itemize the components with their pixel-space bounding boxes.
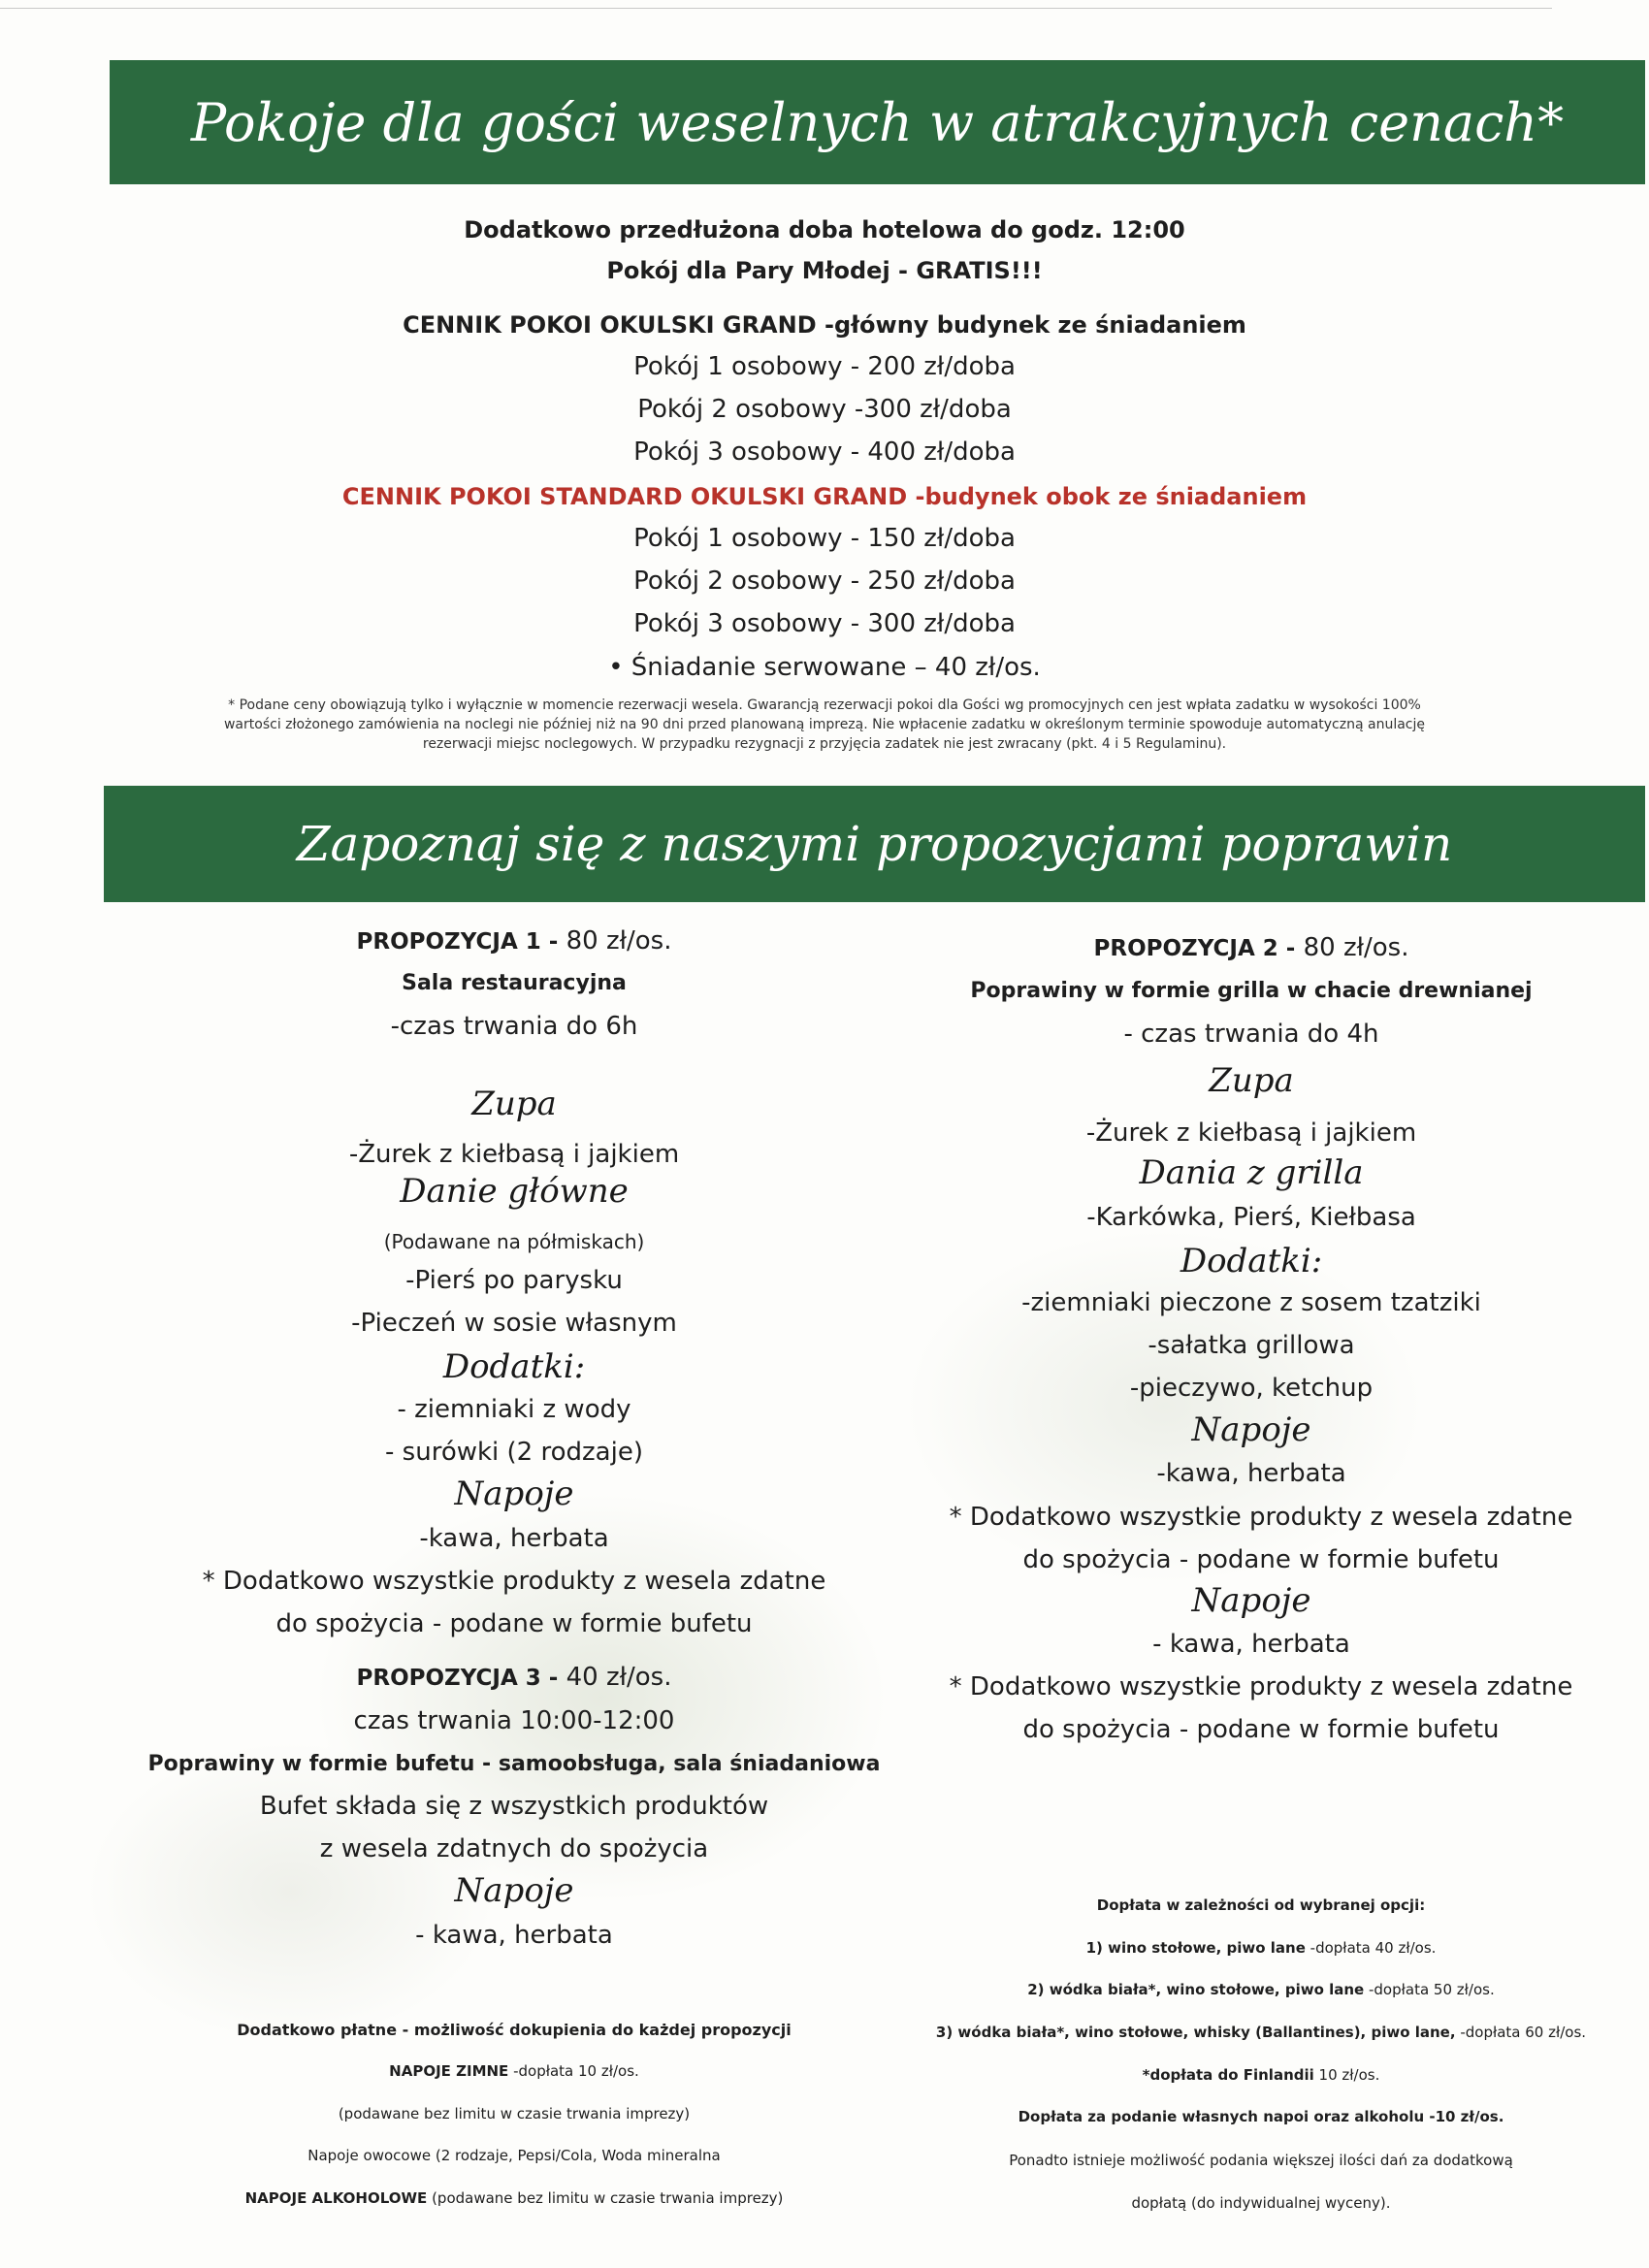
rooms-banner-title: Pokoje dla gości weselnych w atrakcyjnych cenach* <box>190 91 1565 153</box>
proposal-1-main-2: -Pieczeń w sosie własnym <box>351 1309 677 1338</box>
cold-drinks-label: NAPOJE ZIMNE <box>389 2062 509 2080</box>
proposal-3-price: 40 zł/os. <box>558 1663 672 1692</box>
more-dishes-line-1: Ponadto istnieje możliwość podania większej ilości dań za dodatkową <box>1009 2152 1513 2169</box>
cold-drinks-line <box>175 2062 854 2080</box>
proposal-1-side-1: - ziemniaki z wody <box>397 1395 631 1424</box>
proposal-2-title <box>941 933 1562 962</box>
after-party-banner-title: Zapoznaj się z naszymi propozycjami poprawin <box>296 816 1453 872</box>
proposal-3-venue: Poprawiny w formie bufetu - samoobsługa, sala śniadaniowa <box>147 1752 881 1776</box>
option-3 <box>912 2024 1610 2041</box>
proposal-2-drinks-heading: Napoje <box>1191 1410 1311 1449</box>
footnote-line-2: wartości złożonego zamówienia na noclegi nie później niż na 90 dni przed planowaną imprezą. Nie wpłacenie zadatku w określonym terminie spowoduje automatyczną anulację <box>223 717 1425 732</box>
finlandia-label: *dopłata do Finlandii <box>1142 2066 1314 2084</box>
couple-room-line: Pokój dla Pary Młodej - GRATIS!!! <box>606 257 1043 284</box>
breakfast-price: • Śniadanie serwowane – 40 zł/os. <box>608 653 1041 682</box>
proposal-2-grill: -Karkówka, Pierś, Kiełbasa <box>1086 1203 1416 1232</box>
option-1-label: 1) wino stołowe, piwo lane <box>1085 1939 1306 1957</box>
scan-edge-line <box>0 8 1552 9</box>
proposal-1-venue: Sala restauracyjna <box>402 971 627 995</box>
alcohol-label: NAPOJE ALKOHOLOWE <box>244 2189 428 2207</box>
proposal-3-label: PROPOZYCJA 3 - <box>356 1666 559 1691</box>
main-price-single: Pokój 1 osobowy - 200 zł/doba <box>633 352 1016 381</box>
finlandia-price: 10 zł/os. <box>1313 2066 1380 2084</box>
main-price-triple: Pokój 3 osobowy - 400 zł/doba <box>633 437 1016 467</box>
proposal-1-price: 80 zł/os. <box>558 926 672 956</box>
proposal-3-desc-1: Bufet składa się z wszystkich produktów <box>259 1792 769 1821</box>
proposal-2-side-2: -sałatka grillowa <box>1148 1331 1355 1360</box>
proposal-2-soup: -Żurek z kiełbasą i jajkiem <box>1085 1118 1417 1148</box>
proposal-2-sides-heading: Dodatki: <box>1180 1242 1323 1280</box>
cold-drinks-note: (podawane bez limitu w czasie trwania imprezy) <box>338 2105 691 2122</box>
option-2-label: 2) wódka biała*, wino stołowe, piwo lane <box>1027 1981 1365 1998</box>
proposal-1-main-heading: Danie główne <box>400 1172 629 1211</box>
extras-left-heading: Dodatkowo płatne - możliwość dokupienia do każdej propozycji <box>237 2021 792 2039</box>
standard-building-heading: CENNIK POKOI STANDARD OKULSKI GRAND -budynek obok ze śniadaniem <box>341 483 1308 510</box>
proposal-3-duration: czas trwania 10:00-12:00 <box>353 1706 675 1735</box>
extended-stay-line: Dodatkowo przedłużona doba hotelowa do godz. 12:00 <box>464 216 1185 243</box>
proposal-2-drinks2: - kawa, herbata <box>1152 1630 1350 1659</box>
rooms-footnote <box>146 696 1504 754</box>
proposal-1-note-2: do spożycia - podane w formie bufetu <box>275 1609 753 1638</box>
footnote-line-1: * Podane ceny obowiązują tylko i wyłącznie w momencie rezerwacji wesela. Gwarancją rezerwacji pokoi dla Gości wg promocyjnych cen jest wpłata zadatku w wysokości 100% <box>228 697 1421 713</box>
more-dishes-line-2: dopłatą (do indywidualnej wyceny). <box>1131 2194 1391 2212</box>
proposal-2-note-4: do spożycia - podane w formie bufetu <box>1022 1715 1500 1744</box>
proposal-1-duration: -czas trwania do 6h <box>390 1012 638 1041</box>
proposal-2-soup-heading: Zupa <box>1209 1061 1294 1100</box>
proposal-2-side-1: -ziemniaki pieczone z sosem tzatziki <box>1021 1288 1481 1317</box>
alcohol-note: (podawane bez limitu w czasie trwania imprezy) <box>427 2189 784 2207</box>
proposal-1-soup: -Żurek z kiełbasą i jajkiem <box>348 1140 680 1169</box>
proposal-2-duration: - czas trwania do 4h <box>1123 1020 1379 1049</box>
option-3-label: 3) wódka biała*, wino stołowe, whisky (Ballantines), piwo lane, <box>935 2024 1456 2041</box>
proposal-3-drinks-heading: Napoje <box>454 1871 574 1910</box>
option-2 <box>922 1981 1600 1998</box>
alcohol-line <box>126 2189 902 2207</box>
main-building-heading: CENNIK POKOI OKULSKI GRAND -główny budynek ze śniadaniem <box>403 311 1246 339</box>
proposal-1-side-2: - surówki (2 rodzaje) <box>385 1438 643 1467</box>
proposal-2-label: PROPOZYCJA 2 - <box>1093 936 1296 961</box>
after-party-banner <box>104 786 1645 902</box>
cold-drinks-price: -dopłata 10 zł/os. <box>508 2062 639 2080</box>
standard-price-single: Pokój 1 osobowy - 150 zł/doba <box>633 524 1016 553</box>
main-price-double: Pokój 2 osobowy -300 zł/doba <box>637 395 1012 424</box>
proposal-1-served-note: (Podawane na półmiskach) <box>383 1230 645 1253</box>
standard-price-double: Pokój 2 osobowy - 250 zł/doba <box>633 567 1016 596</box>
standard-price-triple: Pokój 3 osobowy - 300 zł/doba <box>633 609 1016 638</box>
proposal-2-note-3: * Dodatkowo wszystkie produkty z wesela zdatne <box>949 1672 1573 1701</box>
proposal-3-title <box>223 1663 805 1692</box>
proposal-3-drinks: - kawa, herbata <box>415 1921 613 1950</box>
extras-right-heading: Dopłata w zależności od wybranej opcji: <box>1096 1896 1426 1914</box>
proposal-2-note-2: do spożycia - podane w formie bufetu <box>1022 1545 1500 1574</box>
juices-line: Napoje owocowe (2 rodzaje, Pepsi/Cola, Woda mineralna <box>307 2147 721 2164</box>
rooms-banner <box>110 60 1645 184</box>
finlandia-line <box>922 2066 1600 2084</box>
proposal-1-title <box>223 926 805 956</box>
proposal-1-drinks-heading: Napoje <box>454 1474 574 1513</box>
proposal-2-grill-heading: Dania z grilla <box>1139 1153 1364 1192</box>
proposal-1-main-1: -Pierś po parysku <box>405 1266 623 1295</box>
proposal-1-label: PROPOZYCJA 1 - <box>356 929 559 955</box>
footnote-line-3: rezerwacji miejsc noclegowych. W przypadku rezygnacji z przyjęcia zadatek nie jest zwracany (pkt. 4 i 5 Regulaminu). <box>422 736 1227 752</box>
proposal-2-drinks: -kawa, herbata <box>1156 1459 1346 1488</box>
proposal-1-soup-heading: Zupa <box>471 1085 557 1123</box>
option-1 <box>922 1939 1600 1957</box>
option-3-price: -dopłata 60 zł/os. <box>1455 2024 1587 2041</box>
proposal-1-drinks: -kawa, herbata <box>419 1524 609 1553</box>
option-2-price: -dopłata 50 zł/os. <box>1364 1981 1495 1998</box>
proposal-2-note-1: * Dodatkowo wszystkie produkty z wesela zdatne <box>949 1503 1573 1532</box>
proposal-1-sides-heading: Dodatki: <box>442 1347 586 1386</box>
proposal-2-side-3: -pieczywo, ketchup <box>1129 1374 1374 1403</box>
proposal-1-note-1: * Dodatkowo wszystkie produkty z wesela zdatne <box>202 1567 826 1596</box>
own-drinks-line: Dopłata za podanie własnych napoi oraz alkoholu -10 zł/os. <box>1018 2108 1504 2125</box>
option-1-price: -dopłata 40 zł/os. <box>1305 1939 1437 1957</box>
proposal-2-venue: Poprawiny w formie grilla w chacie drewnianej <box>970 979 1533 1003</box>
proposal-2-price: 80 zł/os. <box>1295 933 1409 962</box>
proposal-3-desc-2: z wesela zdatnych do spożycia <box>319 1834 709 1863</box>
proposal-2-drinks2-heading: Napoje <box>1191 1581 1311 1620</box>
